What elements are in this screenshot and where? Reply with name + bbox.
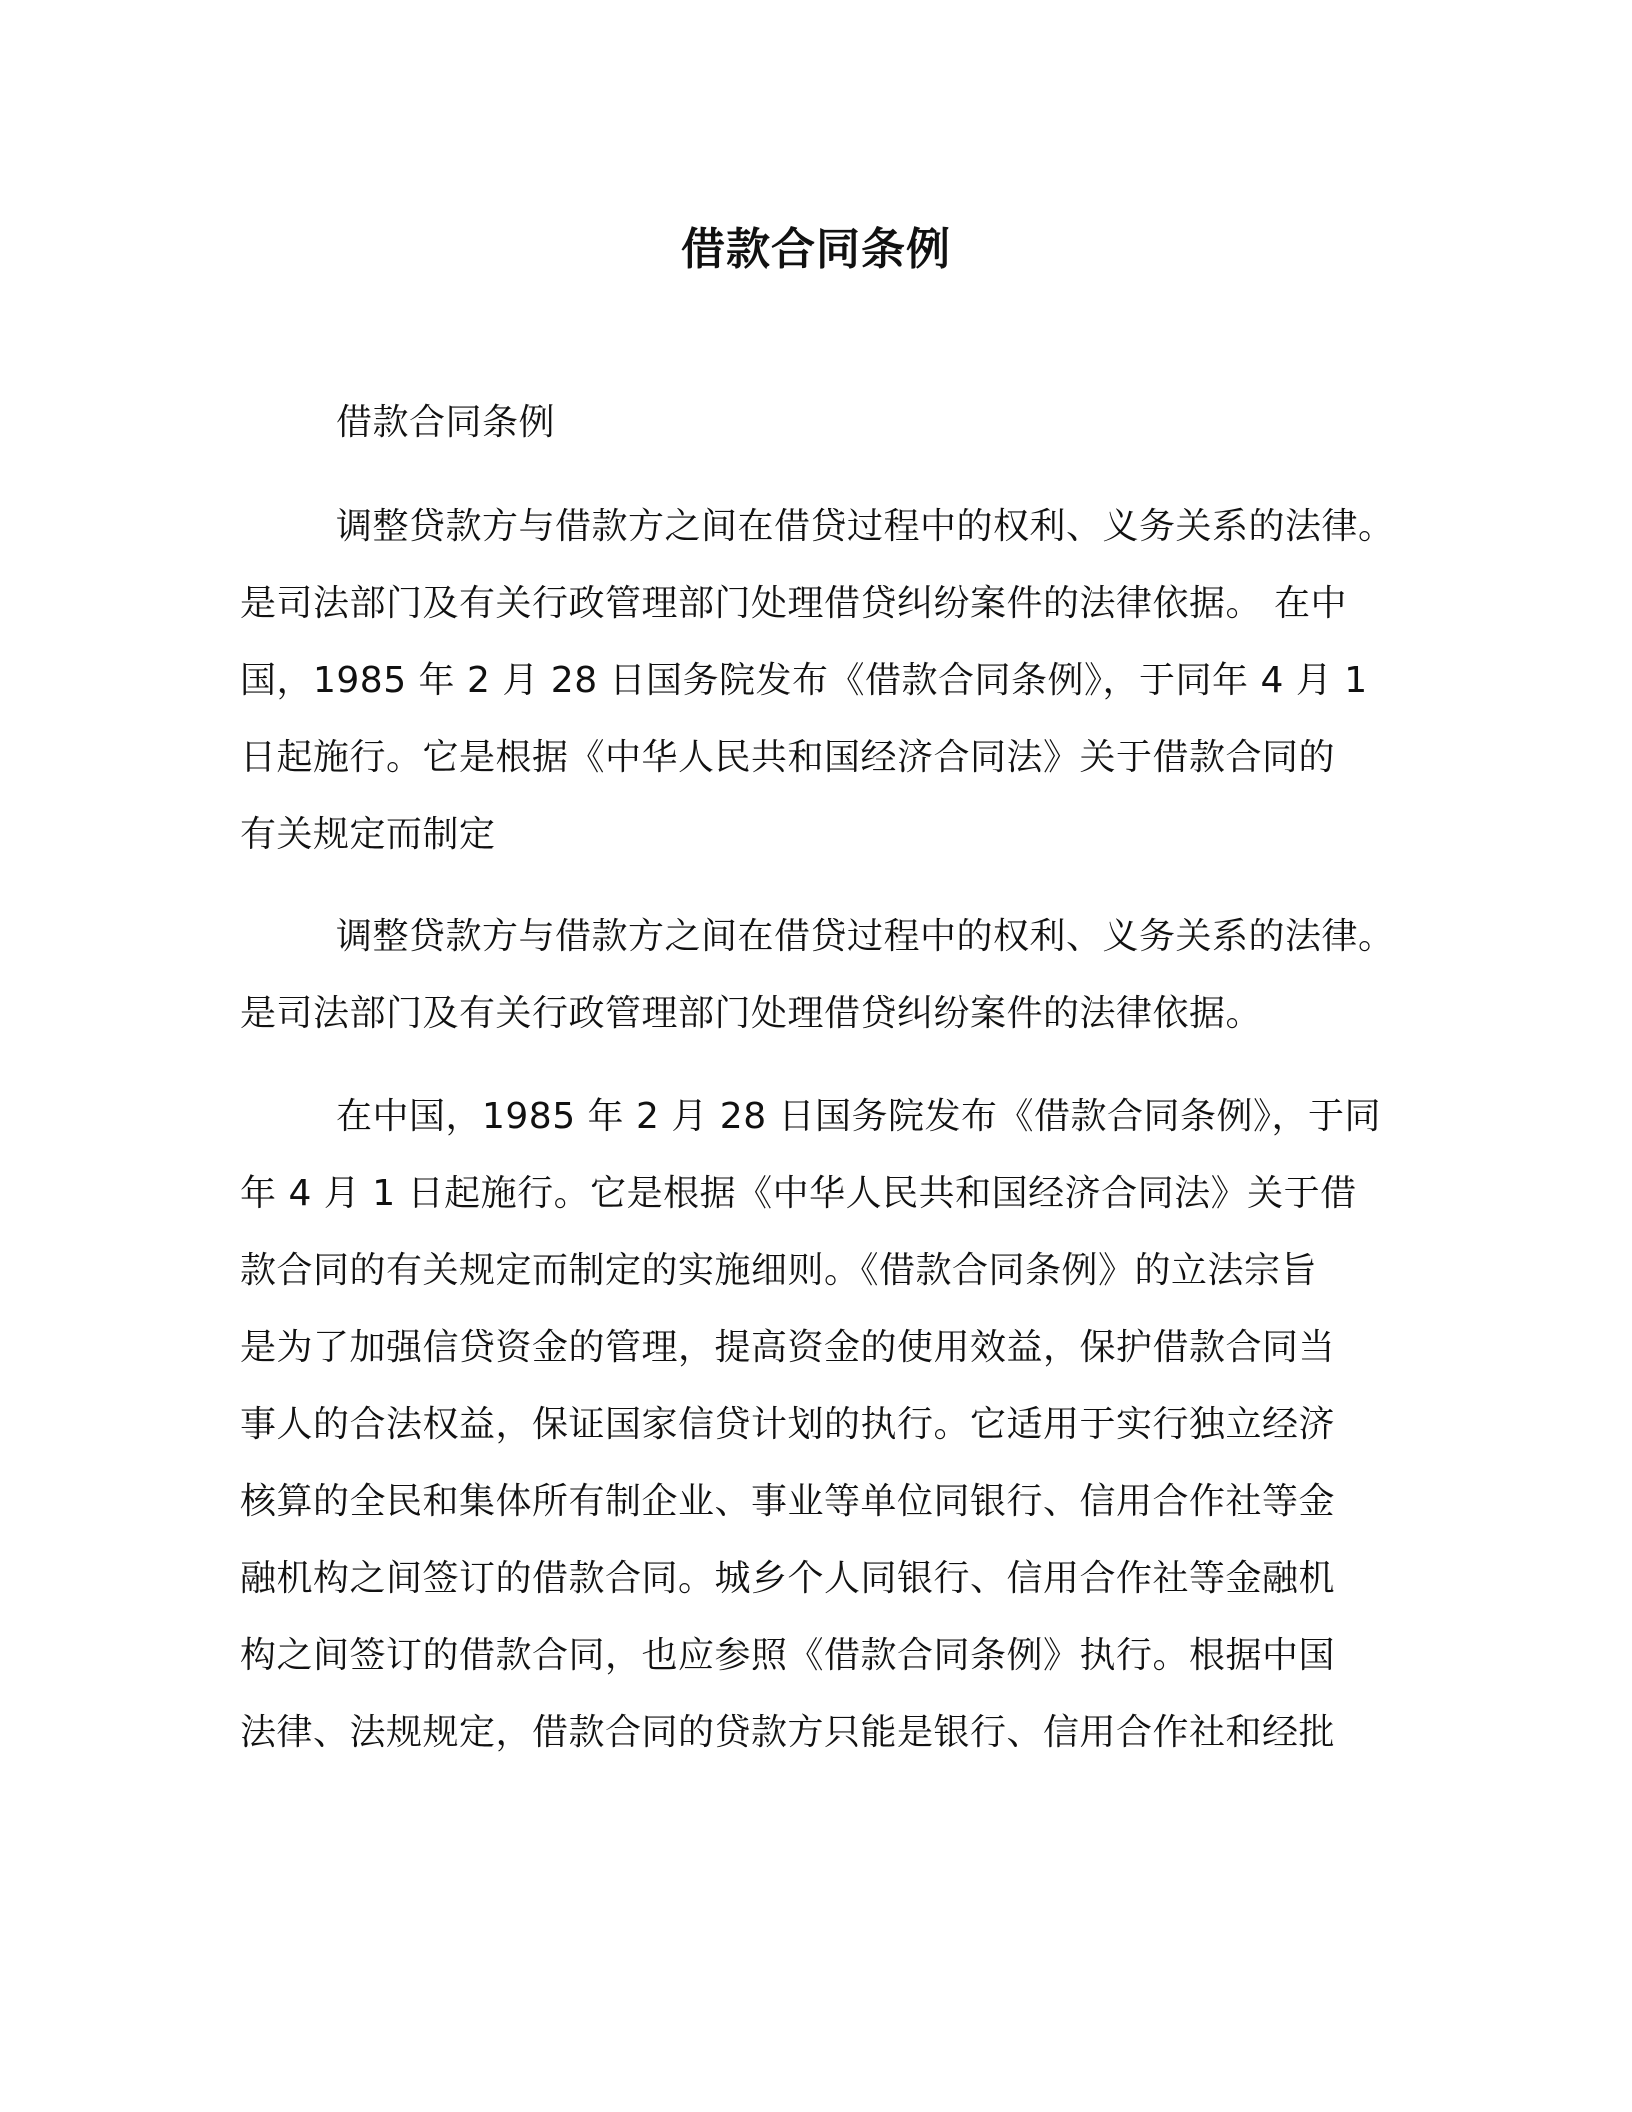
paragraph-line: 在中国，1985 年 2 月 28 日国务院发布《借款合同条例》，于同 xyxy=(336,1096,1382,1137)
document-title: 借款合同条例 xyxy=(681,224,951,275)
paragraph-line: 是司法部门及有关行政管理部门处理借贷纠纷案件的法律依据。 xyxy=(240,993,1263,1034)
paragraph-heading xyxy=(240,384,555,461)
paragraph-line: 款合同的有关规定而制定的实施细则。《借款合同条例》的立法宗旨 xyxy=(240,1250,1318,1291)
paragraph-2 xyxy=(240,898,1395,1052)
paragraph-line: 有关规定而制定 xyxy=(240,814,496,855)
paragraph-line: 调整贷款方与借款方之间在借贷过程中的权利、义务关系的法律。 xyxy=(336,916,1395,957)
paragraph-3 xyxy=(240,1078,1381,1771)
paragraph-line: 日起施行。它是根据《中华人民共和国经济合同法》关于借款合同的 xyxy=(240,737,1336,778)
paragraph-line: 年 4 月 1 日起施行。它是根据《中华人民共和国经济合同法》关于借 xyxy=(240,1173,1357,1214)
paragraph-line: 法律、法规规定，借款合同的贷款方只能是银行、信用合作社和经批 xyxy=(240,1712,1336,1753)
paragraph-line: 事人的合法权益，保证国家信贷计划的执行。它适用于实行独立经济 xyxy=(240,1404,1336,1445)
paragraph-line: 核算的全民和集体所有制企业、事业等单位同银行、信用合作社等金 xyxy=(240,1481,1336,1522)
paragraph-1 xyxy=(240,488,1395,873)
paragraph-line: 融机构之间签订的借款合同。城乡个人同银行、信用合作社等金融机 xyxy=(240,1558,1336,1599)
paragraph-line: 国，1985 年 2 月 28 日国务院发布《借款合同条例》，于同年 4 月 1 xyxy=(240,660,1368,701)
paragraph-line: 借款合同条例 xyxy=(336,402,556,443)
paragraph-line: 是司法部门及有关行政管理部门处理借贷纠纷案件的法律依据。 在中 xyxy=(240,583,1347,624)
paragraph-line: 是为了加强信贷资金的管理，提高资金的使用效益，保护借款合同当 xyxy=(240,1327,1336,1368)
paragraph-line: 构之间签订的借款合同，也应参照《借款合同条例》执行。根据中国 xyxy=(240,1635,1336,1676)
paragraph-line: 调整贷款方与借款方之间在借贷过程中的权利、义务关系的法律。 xyxy=(336,506,1395,547)
